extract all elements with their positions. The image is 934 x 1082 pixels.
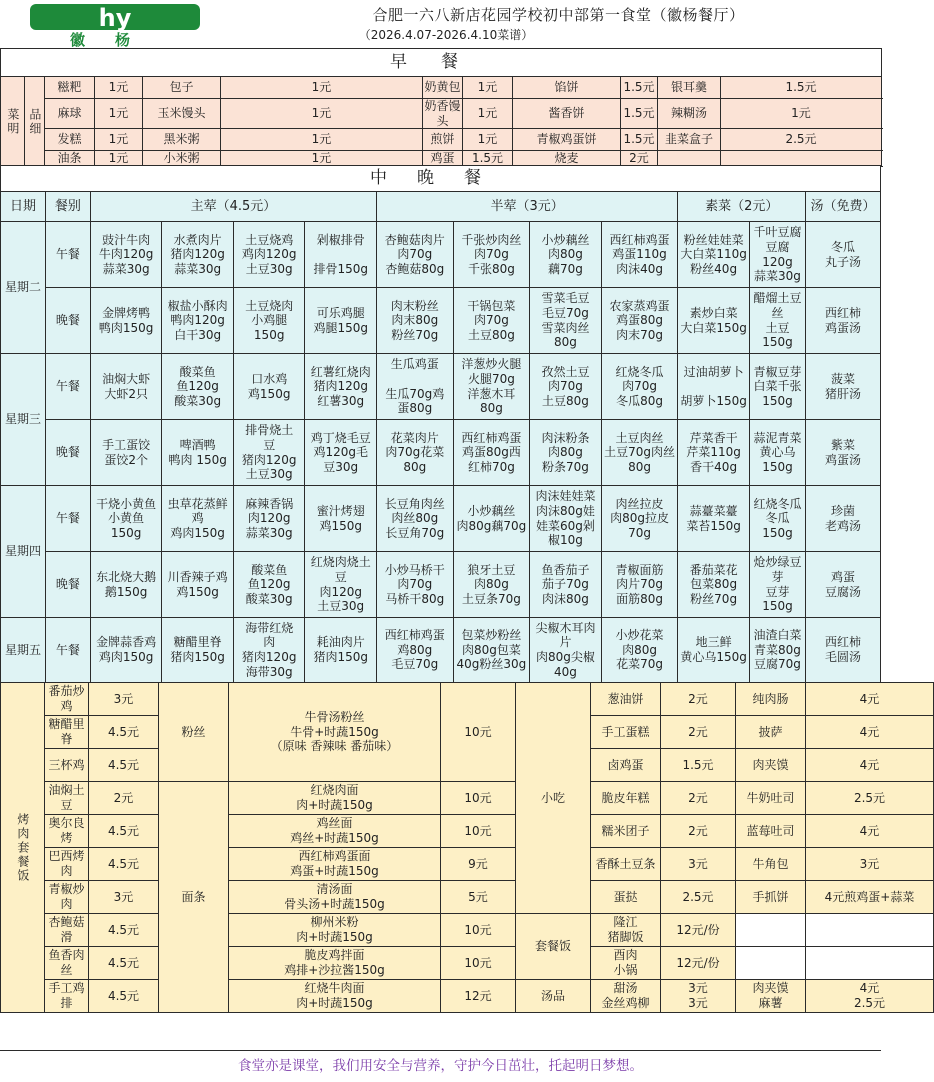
main-dish: 啤酒鸭 鸭肉 150g — [162, 420, 234, 486]
main-dish: 蜜汁烤翅 鸡150g — [305, 486, 377, 552]
main-dish: 金牌烤鸭 鸭肉150g — [90, 288, 162, 354]
table-row — [1, 192, 881, 222]
header — [0, 0, 881, 48]
breakfast-price: 1元 — [95, 99, 143, 129]
bbq-price: 3元 — [89, 683, 159, 716]
table-row — [1, 420, 881, 486]
snack-price: 4元煎鸡蛋+蒜菜 — [806, 881, 934, 914]
table-row — [1, 77, 882, 99]
header-half-meat: 半荤（3元） — [376, 192, 677, 222]
veg-dish: 蒜泥青菜 黄心乌 150g — [749, 420, 805, 486]
bbq-item: 油焖土豆 — [45, 782, 89, 815]
noodle-price: 10元 — [441, 914, 516, 947]
svg-text:hy: hy — [98, 4, 132, 32]
breakfast-item: 韭菜盒子 — [658, 129, 721, 151]
bbq-item: 三杯鸡 — [45, 749, 89, 782]
veg-dish: 素炒白菜 大白菜150g — [678, 288, 750, 354]
table-row — [1, 782, 934, 815]
breakfast-item: 辣糊汤 — [658, 99, 721, 129]
soup-dish: 西红柿 鸡蛋汤 — [806, 288, 881, 354]
table-row — [1, 914, 934, 947]
breakfast-item: 包子 — [143, 77, 221, 99]
breakfast-item: 鸡蛋 — [423, 151, 463, 167]
bbq-price: 4.5元 — [89, 815, 159, 848]
half-dish: 小炒藕丝 肉80g藕70g — [453, 486, 530, 552]
xiaochi-label: 小吃 — [516, 683, 591, 914]
breakfast-price: 1元 — [463, 77, 513, 99]
main-dish: 耗油肉片 猪肉150g — [305, 618, 377, 683]
taocan-price: 12元/份 — [661, 947, 736, 980]
veg-dish: 过油胡萝卜 胡萝卜150g — [678, 354, 750, 420]
empty-cell — [736, 947, 806, 980]
main-dish: 口水鸡 鸡150g — [233, 354, 305, 420]
soup-dish: 珍菌 老鸡汤 — [806, 486, 881, 552]
noodle-label: 面条 — [159, 782, 229, 1013]
breakfast-item: 青椒鸡蛋饼 — [513, 129, 621, 151]
snack-price: 3元 — [806, 848, 934, 881]
breakfast-price: 2元 — [621, 151, 658, 167]
breakfast-price: 1.5元 — [463, 151, 513, 167]
veg-dish: 蒜薹菜薹 菜苔150g — [678, 486, 750, 552]
noodle-item: 西红柿鸡蛋面 鸡蛋+时蔬150g — [229, 848, 441, 881]
snack-item: 肉夹馍 — [736, 749, 806, 782]
soup-dish: 西红柿 毛圆汤 — [806, 618, 881, 683]
main-dish: 酸菜鱼 鱼120g 酸菜30g — [162, 354, 234, 420]
half-dish: 雪菜毛豆 毛豆70g 雪菜肉丝80g — [530, 288, 602, 354]
main-dish: 金牌蒜香鸡 鸡肉150g — [90, 618, 162, 683]
date-range: （2026.4.07-2026.4.10菜谱） — [358, 28, 534, 42]
half-dish: 杏鲍菇肉片 肉70g 杏鲍菇80g — [376, 222, 453, 288]
snack-price: 4元 — [806, 683, 934, 716]
bbq-item: 手工鸡排 — [45, 980, 89, 1013]
half-dish: 土豆肉丝 土豆70g肉丝 80g — [601, 420, 678, 486]
veg-dish: 红烧冬瓜 冬瓜 150g — [749, 486, 805, 552]
main-dish: 糖醋里脊 猪肉150g — [162, 618, 234, 683]
empty-cell — [736, 914, 806, 947]
veg-dish: 炝炒绿豆 芽 豆芽150g — [749, 552, 805, 618]
meal-label: 晚餐 — [45, 288, 90, 354]
meal-label: 午餐 — [45, 618, 90, 683]
half-dish: 千张炒肉丝 肉70g 千张80g — [453, 222, 530, 288]
breakfast-side-label: 品细 — [25, 77, 45, 167]
taocan-item: 隆江 猪脚饭 — [591, 914, 661, 947]
main-dish: 可乐鸡腿 鸡腿150g — [305, 288, 377, 354]
table-row — [1, 618, 881, 683]
main-dish: 红烧肉烧土 豆 肉120g 土豆30g — [305, 552, 377, 618]
main-dish: 剁椒排骨 排骨150g — [305, 222, 377, 288]
meal-label: 晚餐 — [45, 420, 90, 486]
half-dish: 花菜肉片 肉70g花菜 80g — [376, 420, 453, 486]
header-date: 日期 — [1, 192, 46, 222]
main-dish: 红薯红烧肉 猪肉120g 红薯30g — [305, 354, 377, 420]
breakfast-price: 1元 — [221, 129, 423, 151]
snack-price: 2.5元 — [661, 881, 736, 914]
half-dish: 小炒马桥干 肉70g 马桥干80g — [376, 552, 453, 618]
school-logo — [4, 2, 228, 49]
bbq-set-label: 烤肉套餐饭 — [1, 683, 45, 1013]
bbq-item: 糖醋里脊 — [45, 716, 89, 749]
breakfast-price: 1元 — [95, 129, 143, 151]
meal-label: 午餐 — [45, 354, 90, 420]
bbq-price: 4.5元 — [89, 914, 159, 947]
half-dish: 西红柿鸡蛋 鸡蛋110g 肉沫40g — [601, 222, 678, 288]
half-dish: 狼牙土豆 肉80g 土豆条70g — [453, 552, 530, 618]
half-dish: 包菜炒粉丝 肉80g包菜 40g粉丝30g — [453, 618, 530, 683]
soup-dish: 冬瓜 丸子汤 — [806, 222, 881, 288]
main-dish: 干烧小黄鱼 小黄鱼 150g — [90, 486, 162, 552]
half-dish: 肉沫粉条 肉80g 粉条70g — [530, 420, 602, 486]
main-dish: 海带红烧 肉 猪肉120g 海带30g — [233, 618, 305, 683]
breakfast-item: 银耳羹 — [658, 77, 721, 99]
snack-item: 纯肉肠 — [736, 683, 806, 716]
main-dish: 麻辣香锅 肉120g 蒜菜30g — [233, 486, 305, 552]
header-meal: 餐别 — [45, 192, 90, 222]
snack-price: 4元 — [806, 815, 934, 848]
bbq-item: 奥尔良烤 — [45, 815, 89, 848]
lunch-dinner-table — [0, 165, 881, 683]
main-dish: 排骨烧土 豆 猪肉120g 土豆30g — [233, 420, 305, 486]
half-dish: 生瓜鸡蛋 生瓜70g鸡 蛋80g — [376, 354, 453, 420]
half-dish: 尖椒木耳肉 片 肉80g尖椒 40g — [530, 618, 602, 683]
half-dish: 长豆角肉丝 肉丝80g 长豆角70g — [376, 486, 453, 552]
breakfast-table — [0, 48, 882, 167]
header-soup: 汤（免费） — [806, 192, 881, 222]
veg-dish: 千叶豆腐 豆腐120g 蒜菜30g — [749, 222, 805, 288]
bbq-price: 4.5元 — [89, 947, 159, 980]
veg-dish: 油渣白菜 青菜80g 豆腐70g — [749, 618, 805, 683]
main-dish: 虫草花蒸鲜 鸡 鸡肉150g — [162, 486, 234, 552]
table-row — [1, 166, 881, 192]
table-row — [1, 947, 934, 980]
snack-price: 2元 — [661, 716, 736, 749]
meal-label: 晚餐 — [45, 552, 90, 618]
bbq-item: 杏鲍菇滑 — [45, 914, 89, 947]
snack-price: 2元 — [661, 683, 736, 716]
half-dish: 肉丝拉皮 肉80g拉皮 70g — [601, 486, 678, 552]
half-dish: 红烧冬瓜 肉70g 冬瓜80g — [601, 354, 678, 420]
table-row — [1, 129, 882, 151]
veg-dish: 青椒豆芽 白菜千张 150g — [749, 354, 805, 420]
main-dish: 水煮肉片 猪肉120g 蒜菜30g — [162, 222, 234, 288]
noodle-item: 清汤面 骨头汤+时蔬150g — [229, 881, 441, 914]
snack-price: 4元 — [806, 749, 934, 782]
snack-price: 2元 — [661, 782, 736, 815]
table-row — [1, 354, 881, 420]
half-dish: 孜然土豆 肉70g 土豆80g — [530, 354, 602, 420]
snack-price: 4元 — [806, 716, 934, 749]
noodle-price: 10元 — [441, 815, 516, 848]
snack-item: 手抓饼 — [736, 881, 806, 914]
empty-cell — [806, 947, 934, 980]
soup-dish: 菠菜 猪肝汤 — [806, 354, 881, 420]
bbq-price: 4.5元 — [89, 749, 159, 782]
noodle-price: 12元 — [441, 980, 516, 1013]
table-row — [1, 222, 881, 288]
main-dish: 土豆烧鸡 鸡肉120g 土豆30g — [233, 222, 305, 288]
snack-item: 牛奶吐司 — [736, 782, 806, 815]
breakfast-price: 1元 — [221, 99, 423, 129]
taocan-label: 套餐饭 — [516, 914, 591, 980]
page-title: 合肥一六八新店花园学校初中部第一食堂（徽杨餐厅） — [372, 6, 745, 24]
breakfast-price: 1元 — [221, 77, 423, 99]
noodle-item: 红烧肉面 肉+时蔬150g — [229, 782, 441, 815]
snack-item: 披萨 — [736, 716, 806, 749]
table-row — [1, 881, 934, 914]
half-dish: 肉末粉丝 肉末80g 粉丝70g — [376, 288, 453, 354]
half-dish: 青椒面筋 肉片70g 面筋80g — [601, 552, 678, 618]
bbq-item: 番茄炒鸡 — [45, 683, 89, 716]
table-row — [1, 848, 934, 881]
veg-dish: 地三鲜 黄心乌150g — [678, 618, 750, 683]
breakfast-item: 糍粑 — [45, 77, 95, 99]
main-dish: 川香辣子鸡 鸡150g — [162, 552, 234, 618]
main-dish: 酸菜鱼 鱼120g 酸菜30g — [233, 552, 305, 618]
noodle-price: 5元 — [441, 881, 516, 914]
table-row — [1, 683, 934, 716]
main-dish: 豉汁牛肉 牛肉120g 蒜菜30g — [90, 222, 162, 288]
soup-price: 3元 3元 — [661, 980, 736, 1013]
breakfast-title: 早餐 — [1, 49, 882, 77]
breakfast-item: 馅饼 — [513, 77, 621, 99]
veg-dish: 醋熘土豆 丝 土豆150g — [749, 288, 805, 354]
breakfast-item: 小米粥 — [143, 151, 221, 167]
snack-price: 3元 — [661, 848, 736, 881]
snack-item: 卤鸡蛋 — [591, 749, 661, 782]
snack-price: 1.5元 — [661, 749, 736, 782]
header-main-meat: 主荤（4.5元） — [90, 192, 376, 222]
half-dish: 西红柿鸡蛋 鸡蛋80g西 红柿70g — [453, 420, 530, 486]
half-dish: 小炒花菜 肉80g 花菜70g — [601, 618, 678, 683]
breakfast-price: 2.5元 — [721, 129, 882, 151]
bbq-price: 2元 — [89, 782, 159, 815]
table-row — [1, 288, 881, 354]
breakfast-item: 麻球 — [45, 99, 95, 129]
table-row — [1, 99, 882, 129]
breakfast-item: 油条 — [45, 151, 95, 167]
breakfast-side-label: 菜明 — [1, 77, 25, 167]
table-row — [1, 552, 881, 618]
lunch-title: 中晚餐 — [1, 166, 881, 192]
veg-dish: 粉丝娃娃菜 大白菜110g 粉丝40g — [678, 222, 750, 288]
day-label: 星期二 — [1, 222, 46, 354]
main-dish: 椒盐小酥肉 鸭肉120g 白干30g — [162, 288, 234, 354]
table-row — [1, 815, 934, 848]
meal-label: 午餐 — [45, 222, 90, 288]
bbq-item: 鱼香肉丝 — [45, 947, 89, 980]
breakfast-price: 1.5元 — [721, 77, 882, 99]
snack-table — [0, 682, 934, 1013]
breakfast-item: 发糕 — [45, 129, 95, 151]
main-dish: 东北烧大鹅 鹅150g — [90, 552, 162, 618]
header-vegetable: 素菜（2元） — [678, 192, 806, 222]
bbq-item: 青椒炒肉 — [45, 881, 89, 914]
bbq-price: 3元 — [89, 881, 159, 914]
snack-item: 牛角包 — [736, 848, 806, 881]
breakfast-price: 1元 — [721, 99, 882, 129]
day-label: 星期四 — [1, 486, 46, 618]
soup-item: 肉夹馍 麻薯 — [736, 980, 806, 1013]
snack-price: 2元 — [661, 815, 736, 848]
taocan-item: 酉肉 小锅 — [591, 947, 661, 980]
breakfast-item: 煎饼 — [423, 129, 463, 151]
main-dish: 土豆烧肉 小鸡腿 150g — [233, 288, 305, 354]
breakfast-price: 1元 — [95, 77, 143, 99]
breakfast-price: 1.5元 — [621, 99, 658, 129]
breakfast-price: 1元 — [221, 151, 423, 167]
snack-item: 香酥土豆条 — [591, 848, 661, 881]
soup-item: 甜汤 金丝鸡柳 — [591, 980, 661, 1013]
day-label: 星期三 — [1, 354, 46, 486]
snack-item: 手工蛋糕 — [591, 716, 661, 749]
footer-slogan: 食堂亦是课堂，我们用安全与营养，守护今日茁壮，托起明日梦想。 — [0, 1050, 881, 1082]
breakfast-price: 1.5元 — [621, 77, 658, 99]
day-label: 星期五 — [1, 618, 46, 683]
bbq-item: 巴西烤肉 — [45, 848, 89, 881]
half-dish: 西红柿鸡蛋 鸡80g 毛豆70g — [376, 618, 453, 683]
soup-dish: 鸡蛋 豆腐汤 — [806, 552, 881, 618]
half-dish: 洋葱炒火腿 火腿70g 洋葱木耳 80g — [453, 354, 530, 420]
taocan-price: 12元/份 — [661, 914, 736, 947]
snack-price: 2.5元 — [806, 782, 934, 815]
noodle-item: 脆皮鸡拌面 鸡排+沙拉酱150g — [229, 947, 441, 980]
half-dish: 小炒藕丝 肉80g 藕70g — [530, 222, 602, 288]
breakfast-item: 烧麦 — [513, 151, 621, 167]
breakfast-item: 玉米馒头 — [143, 99, 221, 129]
meal-label: 午餐 — [45, 486, 90, 552]
snack-item: 蛋挞 — [591, 881, 661, 914]
table-row — [1, 49, 882, 77]
table-row — [1, 980, 934, 1013]
noodle-item: 柳州米粉 肉+时蔬150g — [229, 914, 441, 947]
snack-item: 糯米团子 — [591, 815, 661, 848]
noodle-price: 10元 — [441, 782, 516, 815]
bbq-price: 4.5元 — [89, 848, 159, 881]
breakfast-price: 1元 — [95, 151, 143, 167]
snack-item: 葱油饼 — [591, 683, 661, 716]
main-dish: 油焖大虾 大虾2只 — [90, 354, 162, 420]
breakfast-item: 黑米粥 — [143, 129, 221, 151]
half-dish: 干锅包菜 肉70g 土豆80g — [453, 288, 530, 354]
breakfast-price: 1元 — [463, 99, 513, 129]
main-dish: 手工蛋饺 蛋饺2个 — [90, 420, 162, 486]
breakfast-item: 奶香馒头 — [424, 99, 461, 128]
noodle-price: 10元 — [441, 683, 516, 782]
noodle-item: 鸡丝面 鸡丝+时蔬150g — [229, 815, 441, 848]
half-dish: 鱼香茄子 茄子70g 肉沫80g — [530, 552, 602, 618]
empty-cell — [806, 914, 934, 947]
breakfast-item: 奶黄包 — [423, 77, 463, 99]
veg-dish: 芹菜香干 芹菜110g 香干40g — [678, 420, 750, 486]
tang-label: 汤品 — [516, 980, 591, 1013]
snack-item: 蓝莓吐司 — [736, 815, 806, 848]
half-dish: 肉沫娃娃菜 肉沫80g娃 娃菜60g剁 椒10g — [530, 486, 602, 552]
main-dish: 鸡丁烧毛豆 鸡120g毛 豆30g — [305, 420, 377, 486]
soup-price: 4元 2.5元 — [806, 980, 934, 1013]
noodle-price: 9元 — [441, 848, 516, 881]
table-row — [1, 486, 881, 552]
breakfast-price: 1.5元 — [621, 129, 658, 151]
veg-dish: 番茄菜花 包菜80g 粉丝70g — [678, 552, 750, 618]
svg-text:徽杨: 徽杨 — [69, 31, 161, 49]
bbq-price: 4.5元 — [89, 716, 159, 749]
snack-item: 脆皮年糕 — [591, 782, 661, 815]
noodle-price: 10元 — [441, 947, 516, 980]
soup-dish: 紫菜 鸡蛋汤 — [806, 420, 881, 486]
half-dish: 农家蒸鸡蛋 鸡蛋80g 肉末70g — [601, 288, 678, 354]
noodle-item: 红烧牛肉面 肉+时蔬150g — [229, 980, 441, 1013]
breakfast-price: 1元 — [463, 129, 513, 151]
bbq-price: 4.5元 — [89, 980, 159, 1013]
noodle-item: 牛骨汤粉丝 牛骨+时蔬150g （原味 香辣味 番茄味） — [229, 683, 441, 782]
breakfast-item: 酱香饼 — [513, 99, 621, 129]
fensi-label: 粉丝 — [159, 683, 229, 782]
